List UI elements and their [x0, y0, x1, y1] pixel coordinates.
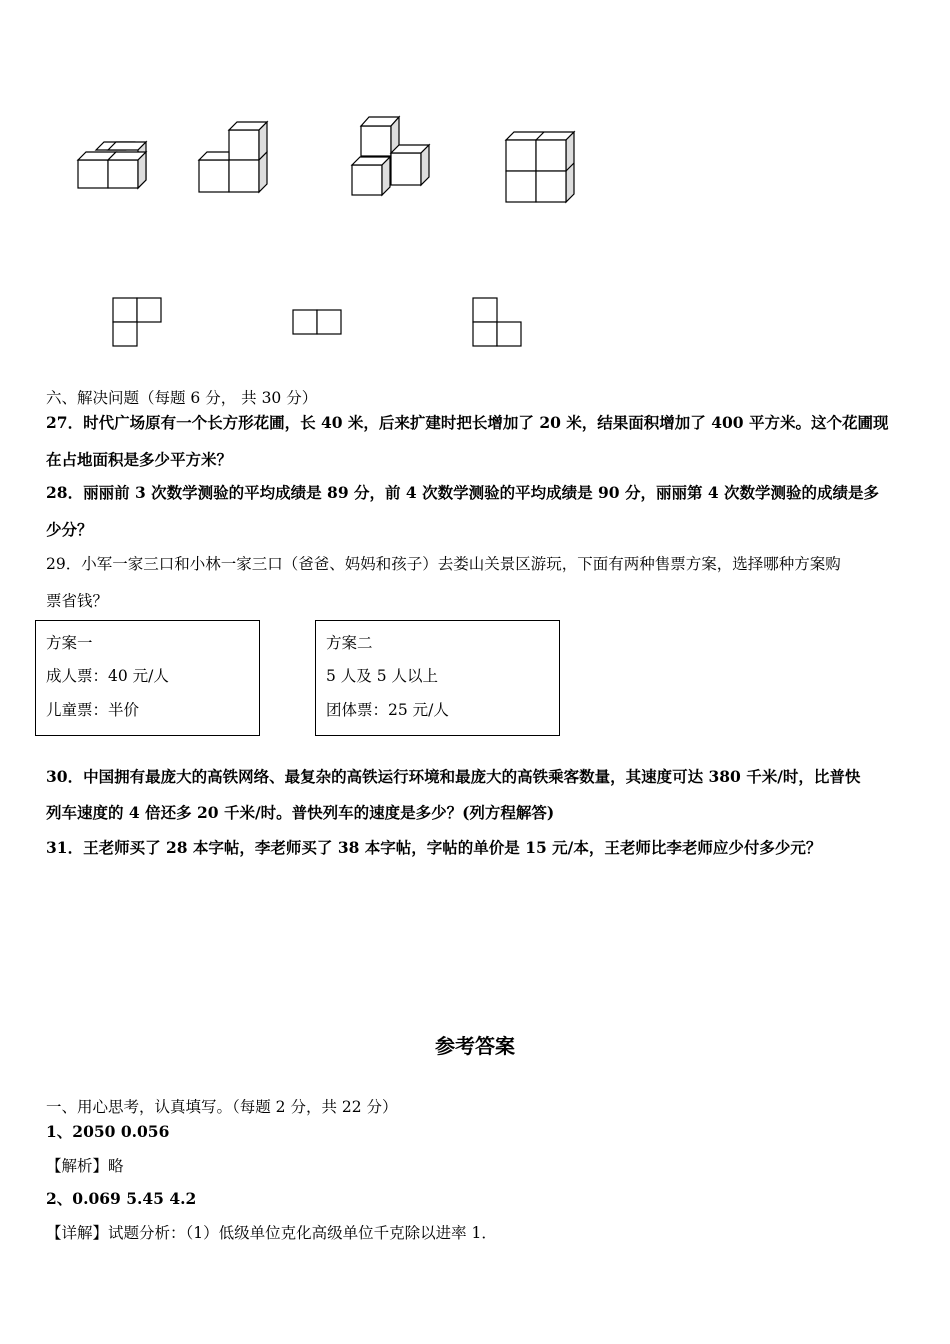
plan-one-box	[35, 620, 260, 736]
question-27-line2: 在占地面积是多少平方米？	[46, 450, 233, 469]
answers-title: 参考答案	[435, 1034, 515, 1058]
question-31-line1: 31．王老师买了 28 本字帖，李老师买了 38 本字帖，字帖的单价是 15 元/本，王老师比李老师应少付多少元？	[46, 838, 822, 857]
question-29-line1: 29．小军一家三口和小林一家三口（爸爸、妈妈和孩子）去娄山关景区游玩，下面有两种售票方案，选择哪种方案购	[46, 555, 841, 573]
question-29-line2: 票省钱？	[46, 592, 109, 610]
section-heading: 六、解决问题（每题 6 分， 共 30 分）	[46, 389, 318, 407]
question-28-line1: 28．丽丽前 3 次数学测验的平均成绩是 89 分，前 4 次数学测验的平均成绩是 90 分，丽丽第 4 次数学测验的成绩是多	[46, 483, 880, 502]
plan-one-title: 方案一	[46, 634, 93, 652]
plan-one-child-price: 儿童票：半价	[46, 701, 140, 719]
cube-figure-4	[504, 130, 580, 208]
cube-figure-1	[76, 138, 156, 198]
plan-one-adult-price: 成人票：40 元/人	[46, 667, 169, 685]
plan-two-title: 方案二	[326, 634, 373, 652]
answer-1-note: 【解析】略	[46, 1157, 124, 1175]
question-27-line1: 27．时代广场原有一个长方形花圃，长 40 米，后来扩建时把长增加了 20 米，结果面积增加了 400 平方米。这个花圃现	[46, 413, 889, 432]
answer-2: 2、0.069 5.45 4.2	[46, 1189, 197, 1208]
question-30-line2: 列车速度的 4 倍还多 20 千米/时。普快列车的速度是多少？(列方程解答)	[46, 803, 555, 822]
answer-1: 1、2050 0.056	[46, 1122, 170, 1141]
answers-section-1-heading: 一、用心思考，认真填写。（每题 2 分，共 22 分）	[46, 1098, 398, 1116]
question-30-line1: 30．中国拥有最庞大的高铁网络、最复杂的高铁运行环境和最庞大的高铁乘客数量，其速度可达 380 千米/时，比普快	[46, 767, 861, 786]
answer-2-note: 【详解】试题分析：（1）低级单位克化高级单位千克除以进率 1．	[46, 1224, 497, 1242]
plan-two-box	[315, 620, 560, 736]
view-figure-2	[292, 309, 342, 339]
view-figure-3	[472, 297, 522, 351]
plan-two-condition: 5 人及 5 人以上	[326, 667, 439, 685]
cube-figure-3	[350, 115, 434, 203]
question-28-line2: 少分？	[46, 520, 93, 539]
cube-figure-2	[198, 122, 278, 198]
view-figure-1	[112, 297, 162, 351]
plan-two-group-price: 团体票：25 元/人	[326, 701, 449, 719]
